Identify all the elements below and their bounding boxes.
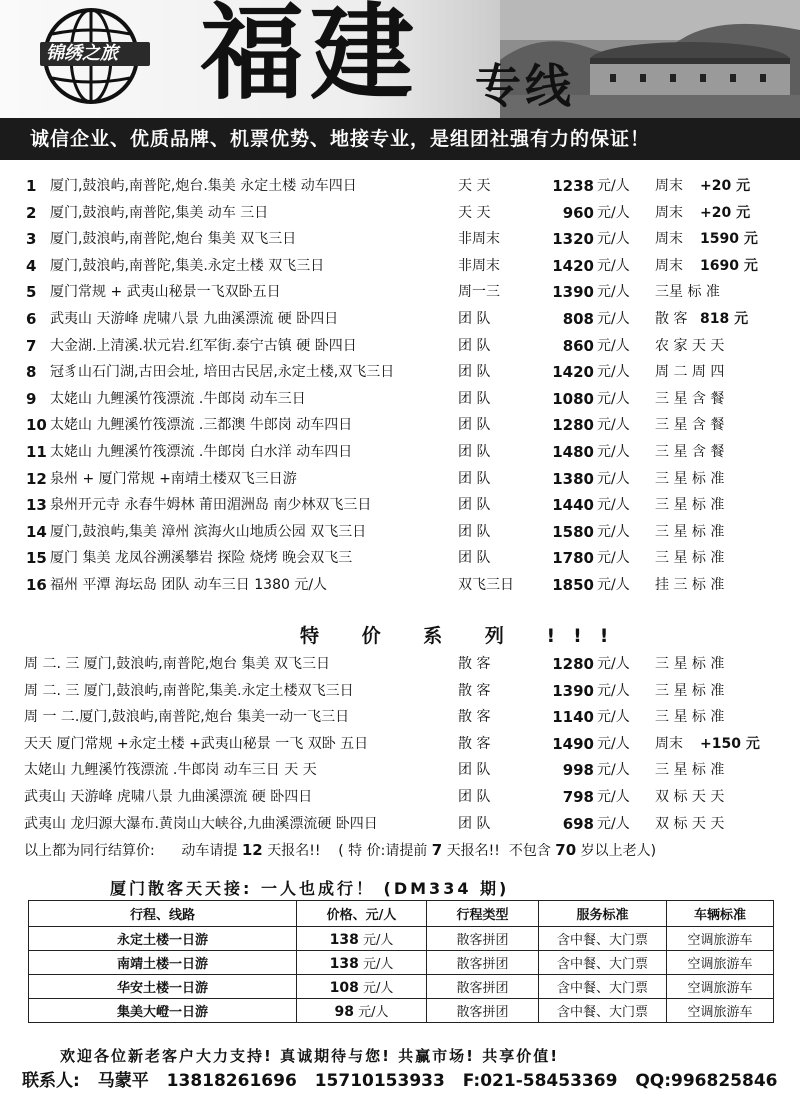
route-unit: 元/人: [597, 417, 630, 434]
list-item: [0, 811, 800, 838]
route-note: 三 星 含 餐: [655, 443, 725, 460]
fax-number: F:021-58453369: [462, 1071, 618, 1091]
route-price: 698: [562, 814, 594, 833]
route-type: 散 客: [458, 656, 491, 672]
daily-title: 厦门散客天天接: 一人也成行！ (DM334 期): [110, 879, 510, 898]
header-banner: [0, 0, 800, 118]
list-item: [0, 253, 800, 280]
route-note: 三 星 标 准: [655, 709, 725, 726]
table-row: [29, 975, 774, 999]
list-item: [0, 784, 800, 811]
tour-price-unit: 元/人: [358, 1005, 389, 1020]
route-type: 团 队: [458, 762, 491, 779]
route-extra: +20 元: [700, 178, 751, 194]
route-unit: 元/人: [597, 682, 630, 699]
route-note: 三星 标 准: [655, 284, 720, 301]
footnote-age: 70: [555, 841, 577, 859]
logo-text: 锦绣之旅: [40, 42, 150, 66]
route-type: 团 队: [458, 443, 491, 460]
route-price: 1780: [552, 549, 594, 568]
route-route: 天天 厦门常规 +永定土楼 +武夷山秘景 一飞 双卧 五日: [24, 735, 369, 752]
route-route: 厦门,鼓浪屿,南普陀,集美.永定土楼 双飞三日: [50, 257, 325, 274]
list-item: [0, 412, 800, 439]
route-no: 5: [26, 283, 37, 302]
tour-service: 含中餐、大门票: [539, 951, 667, 975]
footnote-part: ( 特 价:请提前: [338, 843, 428, 859]
route-type: 天 天: [458, 178, 491, 194]
route-list: [0, 173, 800, 599]
route-price: 1580: [552, 522, 594, 541]
route-route: 厦门,鼓浪屿,南普陀,集美 动车 三日: [50, 204, 269, 221]
route-note: 三 星 标 准: [655, 497, 725, 514]
route-route: 厦门,鼓浪屿,南普陀,炮台.集美 永定土楼 动车四日: [50, 178, 357, 194]
route-note: 三 星 标 准: [655, 762, 725, 779]
phone-1[interactable]: 13818261696: [166, 1071, 297, 1091]
list-item: [0, 545, 800, 572]
route-route: 太姥山 九鲤溪竹筏漂流 .牛郎岗 动车三日: [50, 390, 306, 407]
table-row: [29, 951, 774, 975]
list-item: [0, 731, 800, 758]
route-note: 周末: [655, 231, 683, 248]
route-route: 大金湖.上清溪.状元岩.红军街.泰宁古镇 硬 卧四日: [50, 337, 357, 354]
tour-price-value: 98: [334, 1004, 354, 1020]
route-note: 三 星 标 准: [655, 523, 725, 540]
route-unit: 元/人: [597, 284, 630, 301]
footnote: [24, 840, 656, 860]
route-no: 1: [26, 177, 37, 195]
tour-vehicle: 空调旅游车: [667, 975, 774, 999]
route-type: 散 客: [458, 709, 491, 726]
route-type: 散 客: [458, 682, 491, 699]
route-price: 1390: [552, 681, 594, 700]
list-item: [0, 200, 800, 227]
route-type: 团 队: [458, 815, 491, 832]
route-unit: 元/人: [597, 735, 630, 752]
tour-price: [297, 999, 427, 1023]
route-route: 泉州 + 厦门常规 +南靖土楼双飞三日游: [50, 470, 297, 487]
tour-name: 集美大嶝一日游: [29, 999, 297, 1023]
route-no: 11: [26, 442, 47, 461]
list-item: [0, 757, 800, 784]
route-note: 挂 三 标 准: [655, 576, 725, 593]
route-price: 1080: [552, 389, 594, 408]
route-price: 998: [562, 761, 594, 780]
qq-number[interactable]: QQ:996825846: [635, 1071, 778, 1091]
column-header: 车辆标准: [667, 901, 774, 927]
tour-price: [297, 927, 427, 951]
route-type: 非周末: [458, 231, 500, 248]
route-unit: 元/人: [597, 576, 630, 593]
page-title: 福建: [200, 0, 421, 114]
route-note: 农 家 天 天: [655, 337, 725, 354]
route-type: 团 队: [458, 337, 491, 354]
tour-name: 华安土楼一日游: [29, 975, 297, 999]
route-unit: 元/人: [597, 364, 630, 381]
route-unit: 元/人: [597, 788, 630, 805]
tour-type: 散客拼团: [427, 975, 539, 999]
footnote-part: 不包含: [508, 843, 551, 859]
list-item: [0, 678, 800, 705]
route-note: 三 星 含 餐: [655, 417, 725, 434]
route-route: 武夷山 龙归源大瀑布.黄岗山大峡谷,九曲溪漂流硬 卧四日: [24, 815, 378, 832]
tour-vehicle: 空调旅游车: [667, 951, 774, 975]
route-price: 798: [562, 787, 594, 806]
route-price: 960: [562, 203, 594, 222]
tour-price-unit: 元/人: [362, 933, 394, 948]
route-no: 8: [26, 363, 37, 382]
footnote-part: 天报名!!: [267, 843, 321, 859]
route-note: 周末: [655, 735, 683, 752]
route-extra: +150 元: [700, 735, 760, 752]
tour-service: 含中餐、大门票: [539, 999, 667, 1023]
route-no: 10: [26, 416, 47, 435]
route-route: 厦门常规 + 武夷山秘景一飞双卧五日: [50, 284, 281, 301]
route-extra: 1590 元: [700, 231, 758, 248]
route-price: 808: [562, 309, 594, 328]
route-note: 三 星 标 准: [655, 656, 725, 672]
column-header: 价格、元/人: [297, 901, 427, 927]
route-route: 厦门,鼓浪屿,南普陀,炮台 集美 双飞三日: [50, 231, 297, 248]
list-item: [0, 466, 800, 493]
route-note: 周末: [655, 257, 683, 274]
tour-price-unit: 元/人: [362, 981, 394, 996]
route-note: 周 二 周 四: [655, 364, 725, 381]
tour-price-unit: 元/人: [362, 957, 394, 972]
route-unit: 元/人: [597, 497, 630, 514]
special-list: [0, 651, 800, 837]
phone-2[interactable]: 15710153933: [314, 1071, 445, 1091]
route-unit: 元/人: [597, 231, 630, 248]
tour-type: 散客拼团: [427, 951, 539, 975]
tour-price-value: 108: [329, 980, 359, 996]
route-unit: 元/人: [597, 550, 630, 567]
footnote-days: 12: [241, 841, 263, 859]
slogan-bar: 诚信企业、优质品牌、机票优势、地接专业，是组团社强有力的保证！: [0, 118, 800, 160]
route-price: 860: [562, 336, 594, 355]
route-type: 团 队: [458, 470, 491, 487]
route-type: 双飞三日: [458, 576, 514, 593]
route-unit: 元/人: [597, 178, 630, 194]
route-type: 散 客: [458, 735, 491, 752]
route-route: 太姥山 九鲤溪竹筏漂流 .牛郎岗 动车三日 天 天: [24, 762, 317, 779]
route-type: 天 天: [458, 204, 491, 221]
route-type: 团 队: [458, 497, 491, 514]
route-type: 团 队: [458, 310, 491, 327]
route-no: 6: [26, 309, 37, 328]
list-item: [0, 359, 800, 386]
tour-price: [297, 951, 427, 975]
list-item: [0, 651, 800, 678]
route-price: 1420: [552, 256, 594, 275]
list-item: [0, 572, 800, 599]
route-note: 三 星 含 餐: [655, 390, 725, 407]
route-note: 三 星 标 准: [655, 682, 725, 699]
route-no: 13: [26, 496, 47, 515]
route-unit: 元/人: [597, 257, 630, 274]
route-unit: 元/人: [597, 815, 630, 832]
list-item: [0, 492, 800, 519]
route-extra: 1690 元: [700, 257, 758, 274]
route-unit: 元/人: [597, 310, 630, 327]
route-route: 太姥山 九鲤溪竹筏漂流 .牛郎岗 白水洋 动车四日: [50, 443, 353, 460]
route-route: 周 二. 三 厦门,鼓浪屿,南普陀,炮台 集美 双飞三日: [24, 656, 331, 672]
route-type: 团 队: [458, 364, 491, 381]
route-type: 非周末: [458, 257, 500, 274]
list-item: [0, 386, 800, 413]
table-header-row: [29, 901, 774, 927]
list-item: [0, 333, 800, 360]
route-unit: 元/人: [597, 656, 630, 672]
route-note: 散 客: [655, 310, 688, 327]
footnote-part: 以上都为同行结算价:: [24, 843, 155, 859]
route-no: 4: [26, 256, 37, 275]
welcome-text: 欢迎各位新老客户大力支持! 真诚期待与您! 共赢市场! 共享价值!: [60, 1047, 560, 1065]
route-type: 团 队: [458, 417, 491, 434]
contact-label: 联系人:: [22, 1071, 80, 1091]
tour-service: 含中餐、大门票: [539, 927, 667, 951]
route-note: 双 标 天 天: [655, 815, 725, 832]
route-price: 1238: [552, 177, 594, 195]
tour-name: 永定土楼一日游: [29, 927, 297, 951]
route-type: 团 队: [458, 550, 491, 567]
route-unit: 元/人: [597, 204, 630, 221]
route-no: 2: [26, 203, 37, 222]
route-note: 三 星 标 准: [655, 550, 725, 567]
tour-service: 含中餐、大门票: [539, 975, 667, 999]
route-no: 12: [26, 469, 47, 488]
route-no: 15: [26, 549, 47, 568]
tour-name: 南靖土楼一日游: [29, 951, 297, 975]
route-unit: 元/人: [597, 709, 630, 726]
list-item: [0, 519, 800, 546]
page-subtitle: 专线: [475, 59, 575, 113]
column-header: 行程类型: [427, 901, 539, 927]
route-type: 团 队: [458, 523, 491, 540]
route-route: 厦门 集美 龙凤谷溯溪攀岩 探险 烧烤 晚会双飞三: [50, 550, 353, 567]
route-price: 1280: [552, 655, 594, 673]
route-extra: 818 元: [700, 310, 749, 327]
route-no: 9: [26, 389, 37, 408]
special-title: 特 价 系 列 !!!: [300, 625, 627, 647]
contact-name: 马蒙平: [97, 1071, 149, 1091]
tour-type: 散客拼团: [427, 999, 539, 1023]
list-item: [0, 173, 800, 200]
tour-vehicle: 空调旅游车: [667, 999, 774, 1023]
table-row: [29, 927, 774, 951]
footnote-part: 天报名!!: [446, 843, 500, 859]
column-header: 行程、线路: [29, 901, 297, 927]
route-route: 周 二. 三 厦门,鼓浪屿,南普陀,集美.永定土楼双飞三日: [24, 682, 354, 699]
route-price: 1420: [552, 363, 594, 382]
route-no: 7: [26, 336, 37, 355]
route-note: 三 星 标 准: [655, 470, 725, 487]
route-price: 1380: [552, 469, 594, 488]
route-type: 团 队: [458, 390, 491, 407]
route-note: 周末: [655, 204, 683, 221]
tour-price: [297, 975, 427, 999]
route-unit: 元/人: [597, 523, 630, 540]
tour-price-value: 138: [329, 932, 359, 948]
list-item: [0, 704, 800, 731]
route-unit: 元/人: [597, 390, 630, 407]
route-no: 3: [26, 230, 37, 249]
list-item: [0, 306, 800, 333]
route-route: 厦门,鼓浪屿,集美 漳州 滨海火山地质公园 双飞三日: [50, 523, 367, 540]
route-price: 1280: [552, 416, 594, 435]
route-no: 14: [26, 522, 47, 541]
route-no: 16: [26, 575, 47, 594]
route-type: 团 队: [458, 788, 491, 805]
list-item: [0, 279, 800, 306]
route-price: 1320: [552, 230, 594, 249]
route-unit: 元/人: [597, 470, 630, 487]
tour-type: 散客拼团: [427, 927, 539, 951]
route-price: 1440: [552, 496, 594, 515]
footnote-part: 动车请提: [181, 843, 238, 859]
route-price: 1850: [552, 575, 594, 594]
route-price: 1480: [552, 442, 594, 461]
route-route: 周 一 二.厦门,鼓浪屿,南普陀,炮台 集美一动一飞三日: [24, 709, 350, 726]
tour-price-value: 138: [329, 956, 359, 972]
route-price: 1490: [552, 734, 594, 753]
footnote-part: 岁以上老人): [580, 843, 657, 859]
route-route: 福州 平潭 海坛岛 团队 动车三日 1380 元/人: [50, 576, 328, 593]
route-route: 武夷山 天游峰 虎啸八景 九曲溪漂流 硬 卧四日: [24, 788, 313, 805]
route-route: 武夷山 天游峰 虎啸八景 九曲溪漂流 硬 卧四日: [50, 310, 339, 327]
route-unit: 元/人: [597, 443, 630, 460]
route-route: 冠豸山石门湖,古田会址, 培田古民居,永定土楼,双飞三日: [50, 364, 395, 381]
daily-tours-table: [28, 900, 774, 1023]
table-row: [29, 999, 774, 1023]
route-unit: 元/人: [597, 337, 630, 354]
route-extra: +20 元: [700, 204, 751, 221]
column-header: 服务标准: [539, 901, 667, 927]
list-item: [0, 226, 800, 253]
footnote-days: 7: [431, 841, 443, 859]
route-route: 泉州开元寺 永春牛姆林 莆田湄洲岛 南少林双飞三日: [50, 497, 372, 514]
route-route: 太姥山 九鲤溪竹筏漂流 .三都澳 牛郎岗 动车四日: [50, 417, 353, 434]
contact-line: [22, 1066, 790, 1091]
route-note: 双 标 天 天: [655, 788, 725, 805]
route-price: 1390: [552, 283, 594, 302]
tour-vehicle: 空调旅游车: [667, 927, 774, 951]
list-item: [0, 439, 800, 466]
route-note: 周末: [655, 178, 683, 194]
route-price: 1140: [552, 708, 594, 727]
route-unit: 元/人: [597, 762, 630, 779]
route-type: 周一三: [458, 284, 500, 301]
